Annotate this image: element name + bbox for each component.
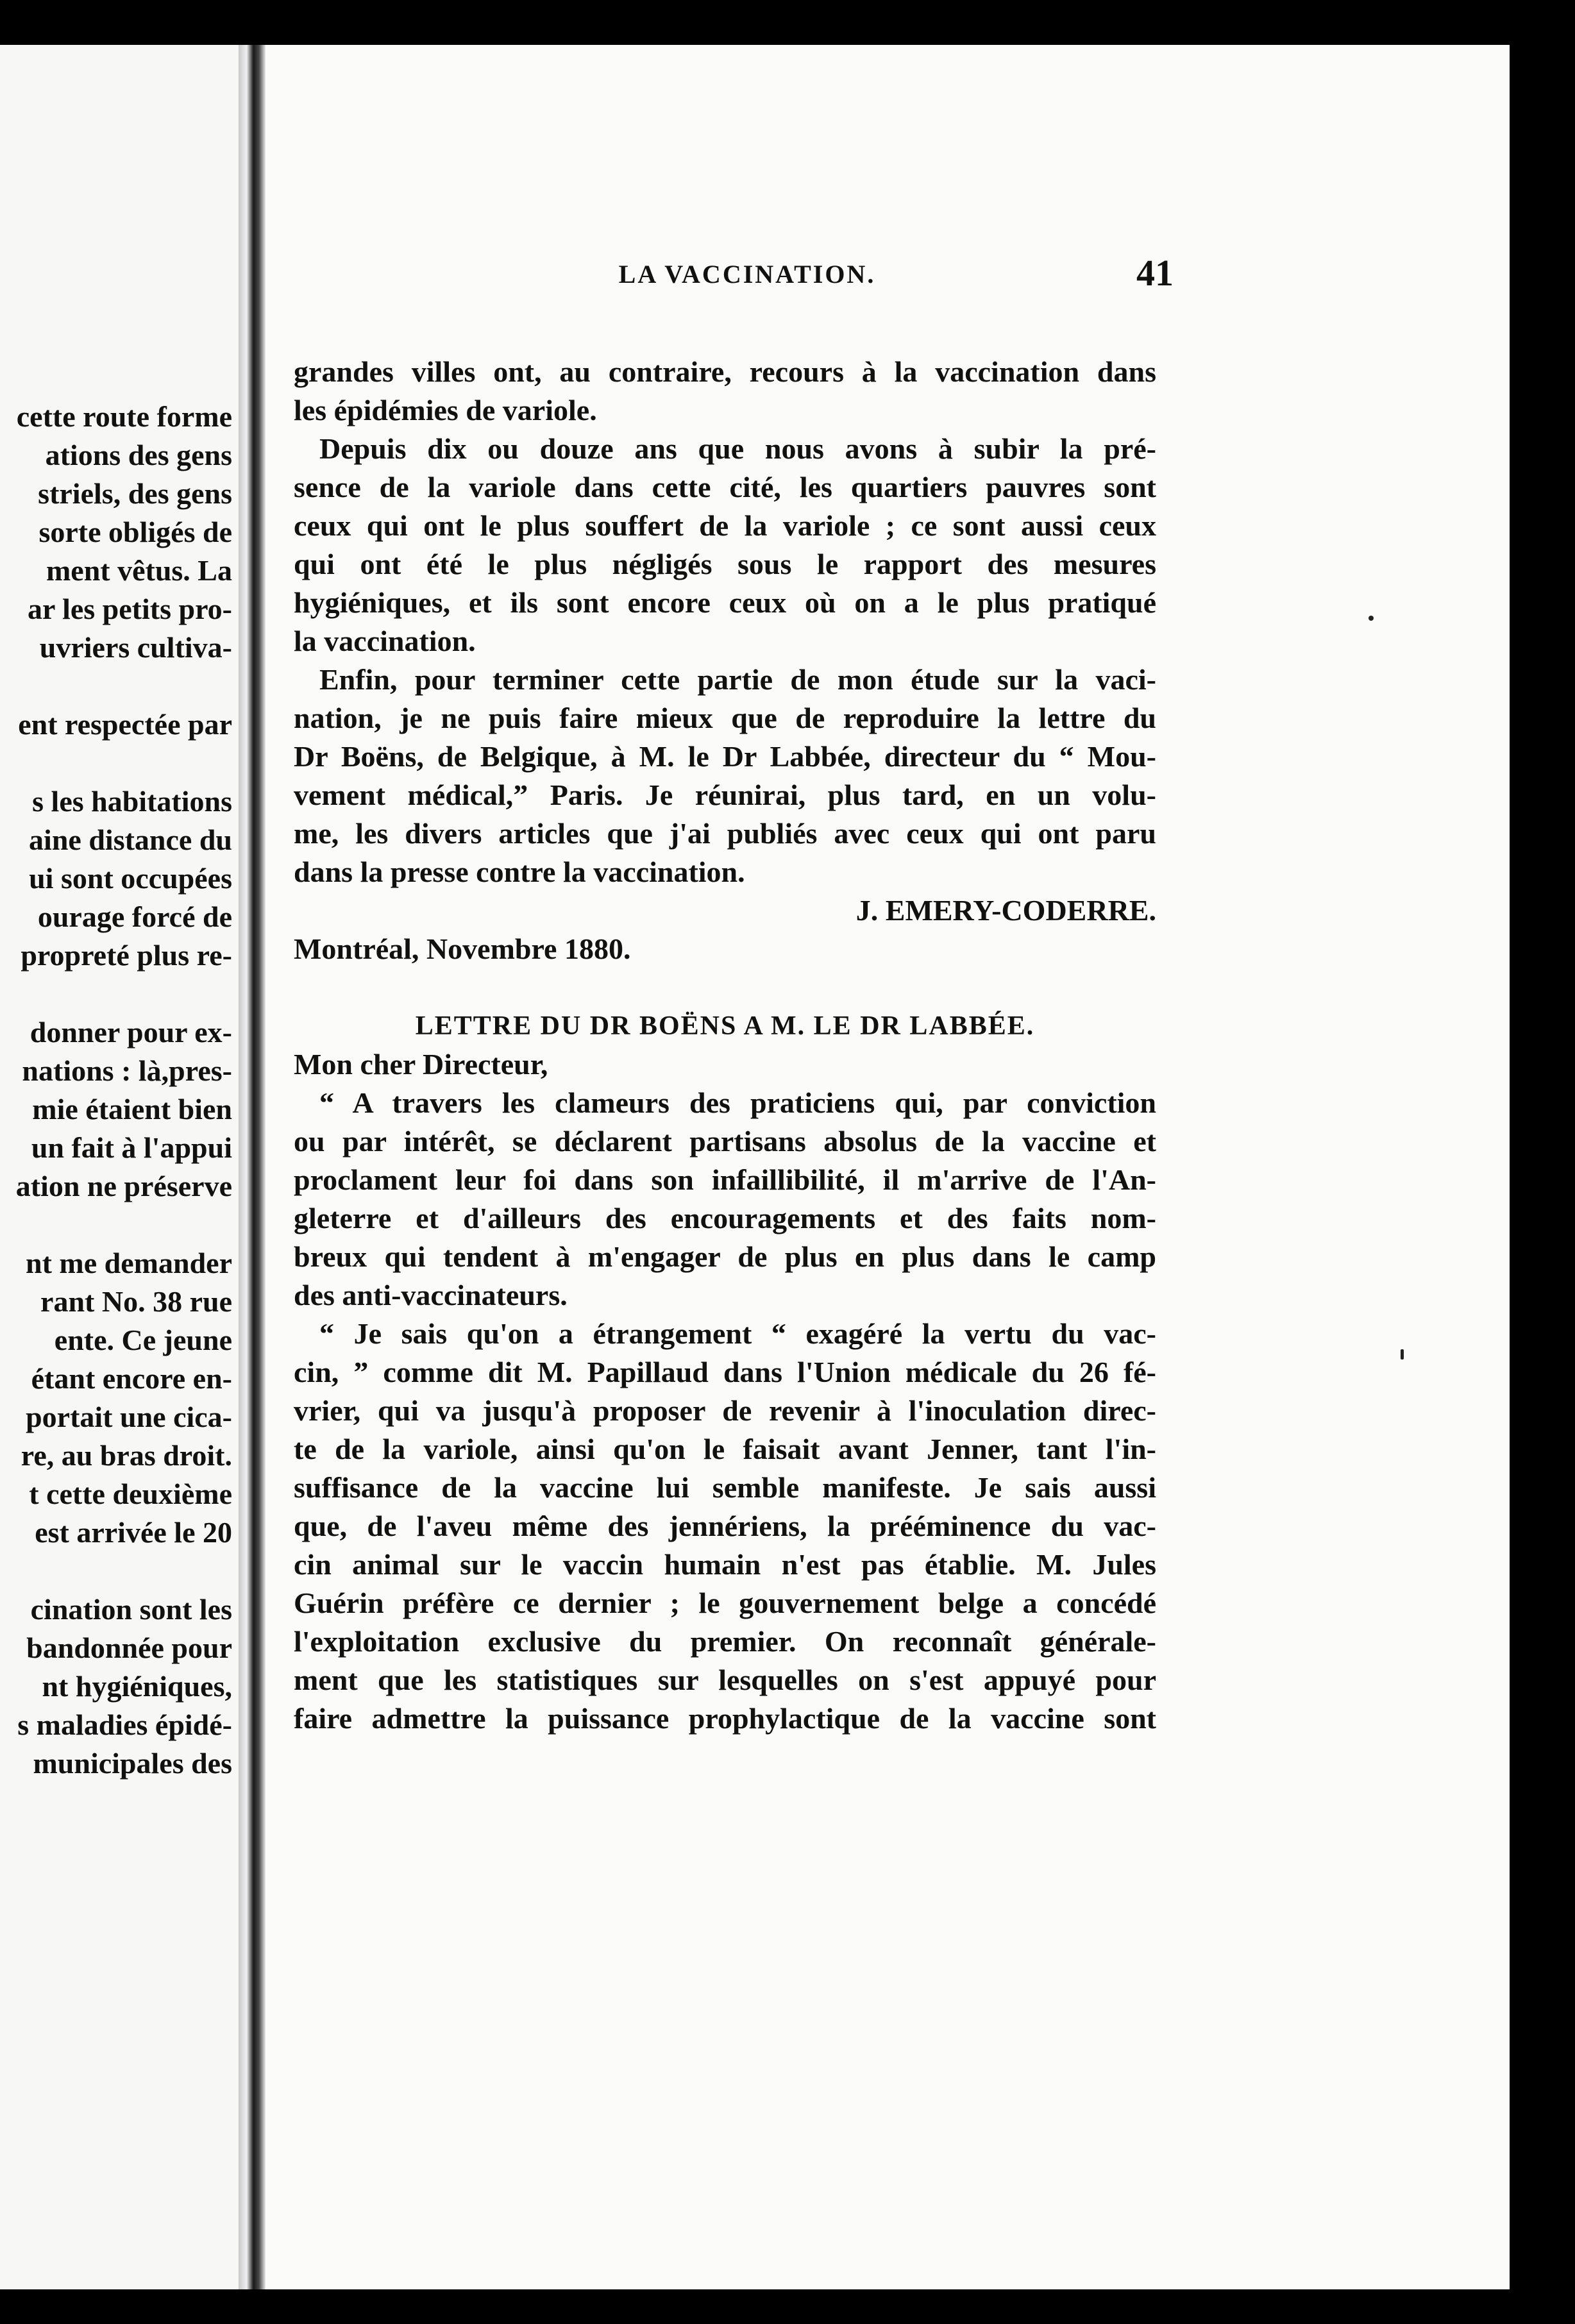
left-page-line: sorte obligés de: [38, 516, 232, 548]
text-line: grandes villes ont, au contraire, recours à la vaccination dans: [294, 355, 1156, 388]
text-line: Mon cher Directeur,: [294, 1048, 548, 1081]
text-line: que, de l'aveu même des jennériens, la prééminence du vac-: [294, 1510, 1156, 1542]
text-line: Depuis dix ou douze ans que nous avons à subir la pré-: [319, 432, 1156, 465]
text-line: ceux qui ont le plus souffert de la variole ; ce sont aussi ceux: [294, 509, 1156, 542]
text-line: sence de la variole dans cette cité, les quartiers pauvres sont: [294, 471, 1156, 503]
text-line: la vaccination.: [294, 625, 476, 657]
letter-heading: LETTRE DU DR BOËNS A M. LE DR LABBÉE.: [415, 1011, 1035, 1041]
text-line: ou par intérêt, se déclarent partisans absolus de la vaccine et: [294, 1125, 1156, 1158]
left-page-line: ations des gens: [45, 439, 232, 471]
text-line: “ Je sais qu'on a étrangement “ exagéré la vertu du vac-: [319, 1317, 1156, 1350]
text-line: hygiéniques, et ils sont encore ceux où on a le plus pratiqué: [294, 586, 1156, 619]
left-page: [0, 45, 239, 2289]
scan-speck: [1369, 616, 1374, 621]
text-line: les épidémies de variole.: [294, 394, 597, 426]
signature: J. EMERY-CODERRE.: [855, 894, 1156, 927]
left-page-line: s maladies épidé-: [17, 1708, 232, 1741]
text-line: Montréal, Novembre 1880.: [294, 932, 631, 965]
text-line: l'exploitation exclusive du premier. On reconnaît générale-: [294, 1625, 1156, 1658]
left-page-line: ui sont occupées: [29, 862, 232, 895]
text-line: dans la presse contre la vaccination.: [294, 855, 745, 888]
left-page-line: cination sont les: [30, 1593, 232, 1626]
text-line: me, les divers articles que j'ai publiés avec ceux qui ont paru: [294, 817, 1156, 850]
scan-border-top: [0, 0, 1575, 40]
left-page-line: ment vêtus. La: [46, 554, 232, 587]
scan-speck: [1401, 1349, 1404, 1360]
text-line: te de la variole, ainsi qu'on le faisait avant Jenner, tant l'in-: [294, 1433, 1156, 1465]
running-head: LA VACCINATION.: [618, 260, 876, 289]
text-line: des anti-vaccinateurs.: [294, 1279, 568, 1311]
text-line: cin animal sur le vaccin humain n'est pas établie. M. Jules: [294, 1548, 1156, 1581]
text-line: suffisance de la vaccine lui semble manifeste. Je sais aussi: [294, 1471, 1156, 1504]
left-page-line: mie étaient bien: [32, 1093, 232, 1125]
text-line: ment que les statistiques sur lesquelles on s'est appuyé pour: [294, 1663, 1156, 1696]
left-page-line: re, au bras droit.: [21, 1439, 232, 1472]
left-page-line: ent respectée par: [18, 708, 232, 741]
text-line: vrier, qui va jusqu'à proposer de revenir à l'inoculation direc-: [294, 1394, 1156, 1427]
left-page-line: s les habitations: [32, 785, 232, 818]
left-page-line: est arrivée le 20: [35, 1516, 232, 1549]
text-line: Guérin préfère ce dernier ; le gouvernement belge a concédé: [294, 1587, 1156, 1619]
left-page-line: ourage forcé de: [37, 900, 232, 933]
left-page-line: propreté plus re-: [21, 939, 232, 972]
left-page-line: un fait à l'appui: [31, 1131, 232, 1164]
text-line: breux qui tendent à m'engager de plus en plus dans le camp: [294, 1240, 1156, 1273]
left-page-line: nt me demander: [26, 1247, 232, 1279]
page-number: 41: [1136, 252, 1174, 294]
left-page-line: striels, des gens: [38, 477, 232, 510]
left-page-line: nations : là,pres-: [22, 1054, 232, 1087]
scan-border-right: [1510, 45, 1575, 2289]
text-line: faire admettre la puissance prophylactique de la vaccine sont: [294, 1702, 1156, 1735]
text-line: nation, je ne puis faire mieux que de reproduire la lettre du: [294, 702, 1156, 734]
left-page-line: ar les petits pro-: [28, 593, 232, 625]
left-page-line: ation ne préserve: [15, 1170, 232, 1202]
left-page-line: aine distance du: [29, 823, 232, 856]
text-line: cin, ” comme dit M. Papillaud dans l'Union médicale du 26 fé-: [294, 1356, 1156, 1388]
left-page-line: donner pour ex-: [29, 1016, 232, 1048]
left-page-line: nt hygiéniques,: [42, 1670, 232, 1703]
left-page-line: municipales des: [33, 1747, 232, 1780]
text-line: Enfin, pour terminer cette partie de mon étude sur la vaci-: [319, 663, 1156, 696]
left-page-line: cette route forme: [16, 400, 232, 433]
left-page-line: t cette deuxième: [29, 1478, 232, 1510]
left-page-line: uvriers cultiva-: [39, 631, 232, 664]
text-line: Dr Boëns, de Belgique, à M. le Dr Labbée, directeur du “ Mou-: [294, 740, 1156, 773]
book-gutter: [239, 45, 265, 2289]
left-page-line: rant No. 38 rue: [40, 1285, 232, 1318]
text-line: “ A travers les clameurs des praticiens qui, par conviction: [319, 1086, 1156, 1119]
text-line: qui ont été le plus négligés sous le rapport des mesures: [294, 548, 1156, 580]
left-page-line: étant encore en-: [31, 1362, 232, 1395]
text-line: proclament leur foi dans son infaillibilité, il m'arrive de l'An-: [294, 1163, 1156, 1196]
left-page-line: ente. Ce jeune: [54, 1324, 232, 1356]
text-line: gleterre et d'ailleurs des encouragements et des faits nom-: [294, 1202, 1156, 1234]
left-page-line: bandonnée pour: [26, 1631, 232, 1664]
left-page-line: portait une cica-: [26, 1401, 232, 1433]
text-line: vement médical,” Paris. Je réunirai, plus tard, en un volu-: [294, 779, 1156, 811]
